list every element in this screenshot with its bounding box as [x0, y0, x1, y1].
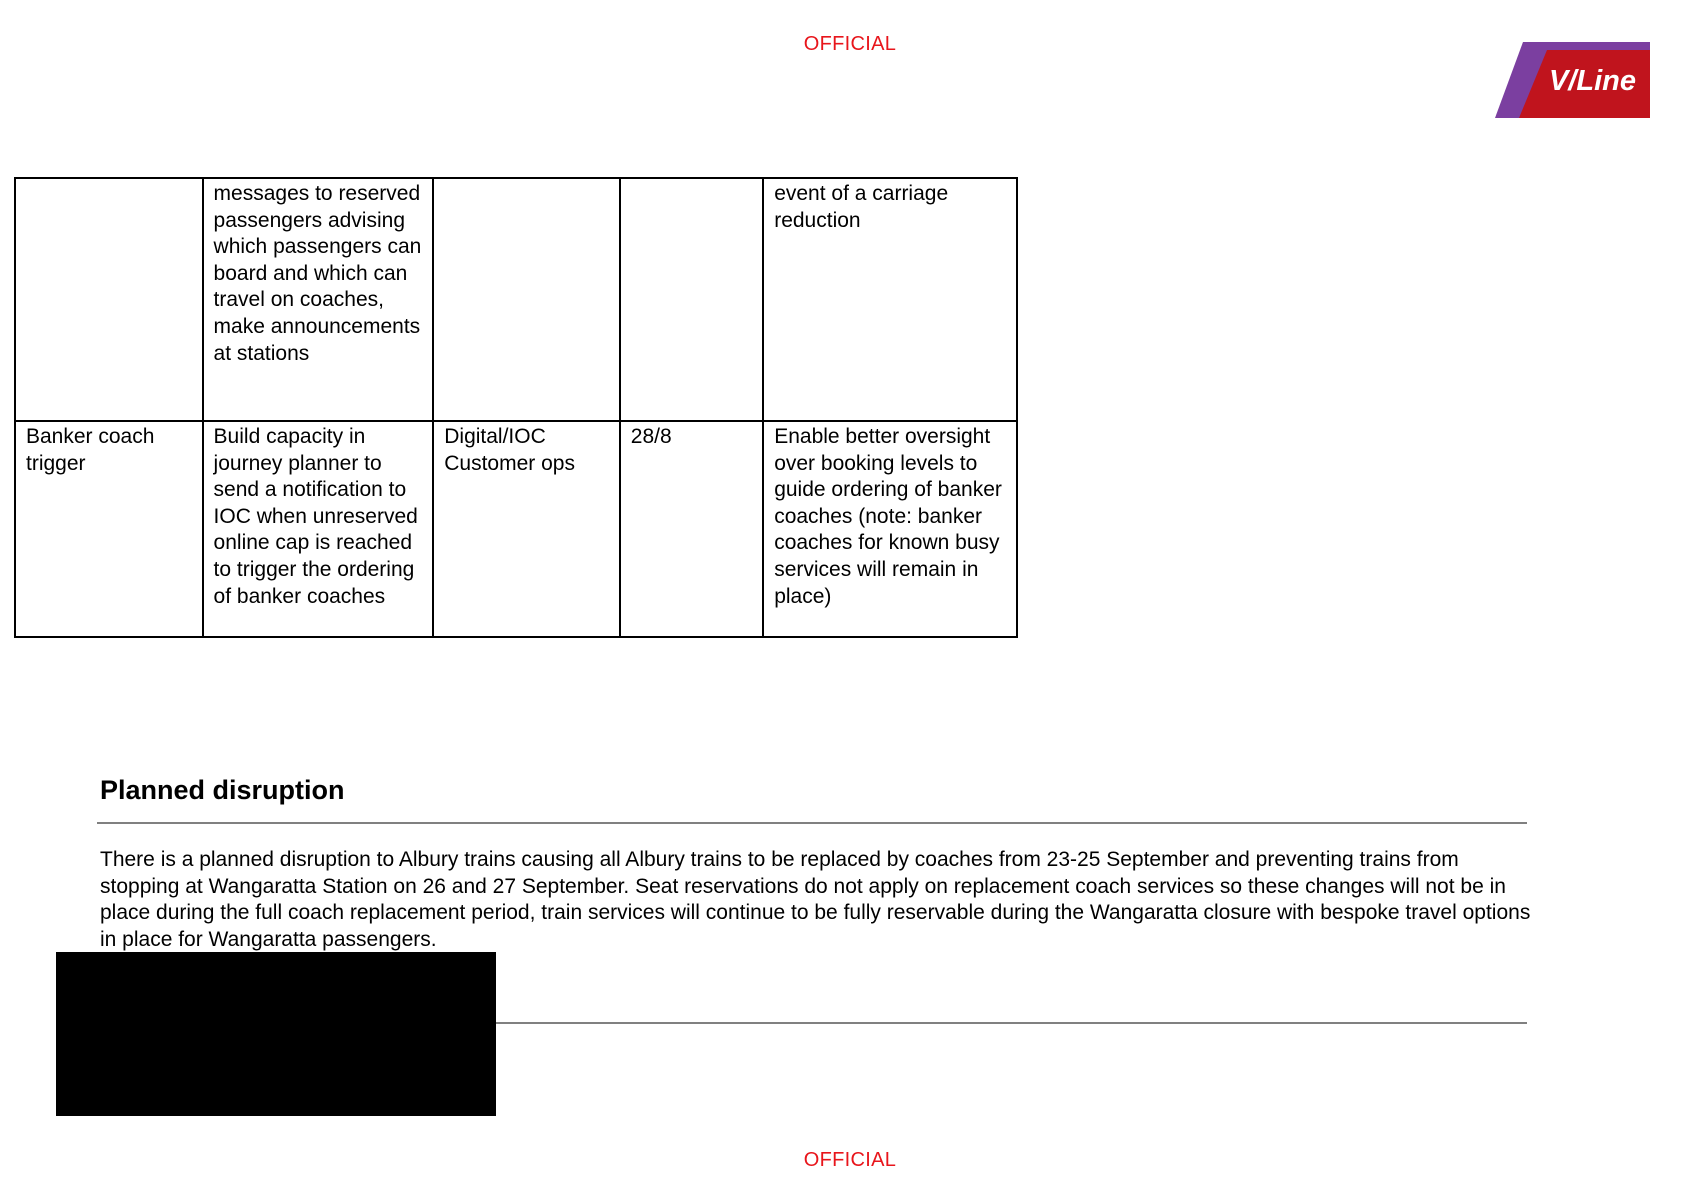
- vline-logo: [1495, 42, 1650, 118]
- table-cell: [15, 178, 203, 421]
- section-divider: [97, 822, 1527, 824]
- table-cell: messages to reserved passengers advising which passengers can board and which can travel on coaches, make announcements at stations: [203, 178, 434, 421]
- section-body: There is a planned disruption to Albury trains causing all Albury trains to be replaced by coaches from 23-25 September and preventing trains from stopping at Wangaratta Station on 26 and 27 September. Seat reservations do not apply on replacement coach services so these changes will not be in place during the full coach replacement period, train services will continue to be fully reservable during the Wangaratta closure with bespoke travel options in place for Wangaratta passengers.: [100, 848, 1531, 951]
- table-cell: Enable better oversight over booking levels to guide ordering of banker coaches (note: banker coaches for known busy services will remain in place): [763, 421, 1017, 637]
- logo-text: V/Line: [1549, 65, 1637, 97]
- table-cell: Banker coach trigger: [15, 421, 203, 637]
- redaction-block: [56, 952, 496, 1116]
- table-cell: event of a carriage reduction: [763, 178, 1017, 421]
- table-row: [15, 178, 1017, 421]
- actions-table: [14, 177, 1018, 638]
- table-cell: Build capacity in journey planner to send a notification to IOC when unreserved online cap is reached to trigger the ordering of banker coaches: [203, 421, 434, 637]
- table-cell: [433, 178, 620, 421]
- table-cell: Digital/IOC Customer ops: [433, 421, 620, 637]
- table-cell: 28/8: [620, 421, 763, 637]
- table-row: [15, 421, 1017, 637]
- classification-footer: OFFICIAL: [803, 1149, 897, 1171]
- classification-header: OFFICIAL: [803, 33, 897, 55]
- table-cell: [620, 178, 763, 421]
- section-title: Planned disruption: [100, 775, 345, 805]
